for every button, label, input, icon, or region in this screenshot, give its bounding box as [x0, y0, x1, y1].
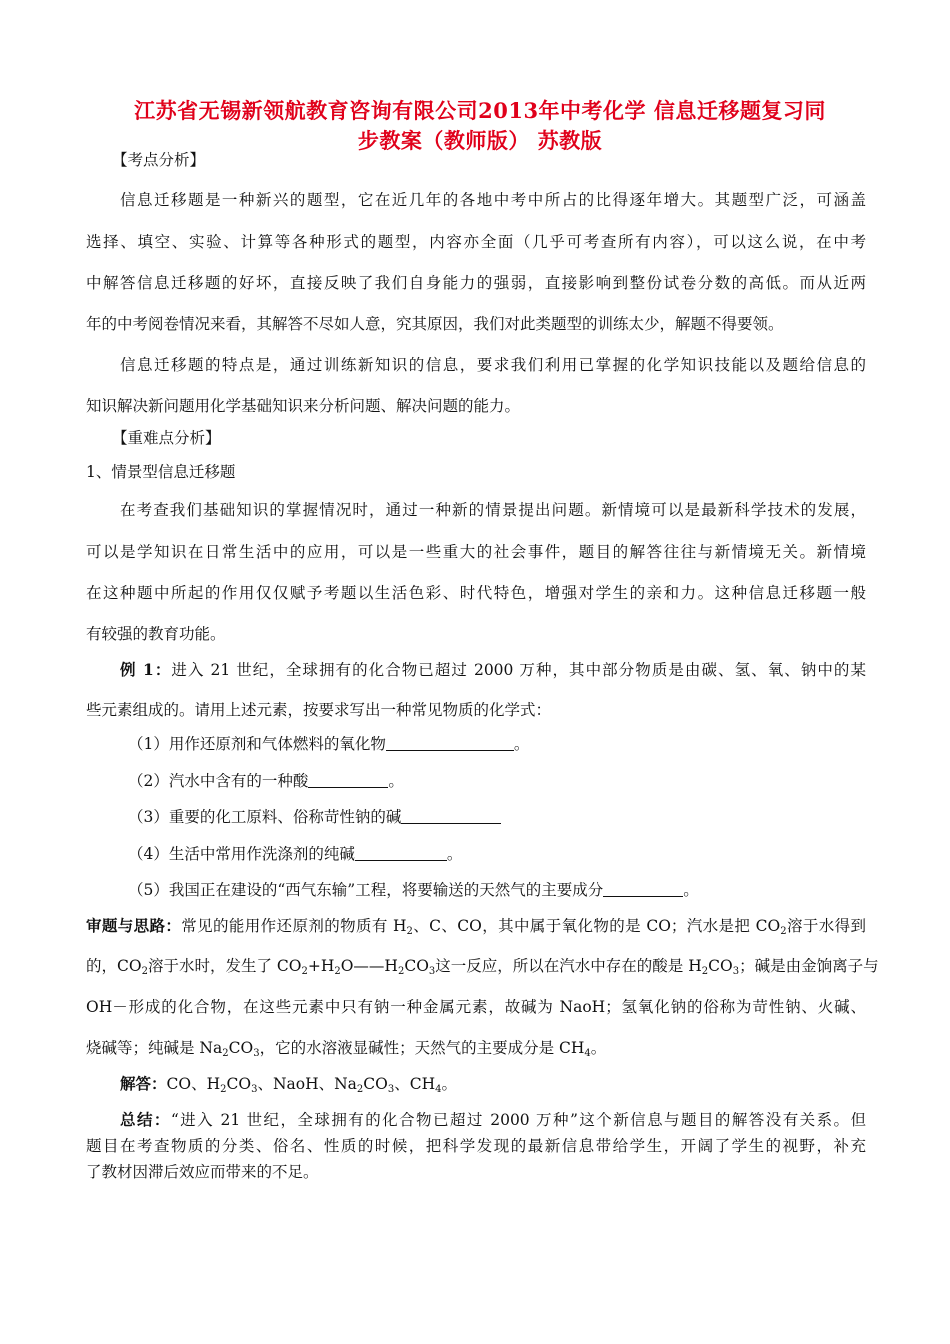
paragraph-line: 知识解决新问题用化学基础知识来分析问题、解决问题的能力。	[86, 397, 521, 415]
answer-blank	[603, 881, 683, 897]
analysis-line-2: 的，$CO_2$溶于水时，发生了 $CO_2+H_2O——H_2CO_3$这一反应，所以在汽水中存在的酸是 $H_2CO_3$；碱是由金饷离子与	[86, 957, 879, 977]
analysis-label: 审题与思路：	[86, 916, 182, 935]
summary-line-2: 题目在考查物质的分类、俗名、性质的时候，把科学发现的最新信息带给学生，开阔了学生的视野，补充	[86, 1137, 866, 1155]
paragraph-line: 在考查我们基础知识的掌握情况时，通过一种新的情景提出问题。新情境可以是最新科学技术的发展，	[120, 501, 866, 519]
example-label: 例 1：	[120, 660, 172, 679]
answer-blank	[355, 845, 447, 861]
answer-blank	[401, 808, 501, 824]
title-line-2: 步教案（教师版） 苏教版	[357, 128, 603, 153]
paragraph-line: 信息迁移题的特点是，通过训练新知识的信息，要求我们利用已掌握的化学知识技能以及题给信息的	[120, 356, 866, 374]
analysis-line-1: 审题与思路：常见的能用作还原剂的物质有 $H_2$、C、CO，其中属于氧化物的是 CO；汽水是把 $CO_2$溶于水得到	[86, 916, 866, 937]
analysis-line-3: OH－形成的化合物，在这些元素中只有钠一种金属元素，故碱为 NaoH；氢氧化钠的俗称为苛性钠、火碱、	[86, 998, 866, 1016]
answer-line: 解答：CO、$H_2CO_3$、NaoH、$Na_2CO_3$、$CH_4$。	[120, 1074, 458, 1095]
paragraph-line: 中解答信息迁移题的好坏，直接反映了我们自身能力的强弱，直接影响到整份试卷分数的高低。而从近两	[86, 274, 866, 292]
question-1: （1）用作还原剂和气体燃料的氧化物 。	[128, 735, 530, 753]
analysis-line-4: 烧碱等；纯碱是 $Na_2CO_3$，它的水溶液显碱性；天然气的主要成分是 $CH_4$。	[86, 1039, 607, 1059]
question-4: （4）生活中常用作洗涤剂的纯碱 。	[128, 845, 463, 863]
subheading: 1、情景型信息迁移题	[86, 463, 236, 481]
summary-line-3: 了教材因滞后效应而带来的不足。	[86, 1163, 319, 1181]
question-3: （3）重要的化工原料、俗称苛性钠的碱	[128, 807, 908, 827]
question-5: （5）我国正在建设的“西气东输”工程，将要输送的天然气的主要成分 。	[128, 881, 699, 899]
question-2: （2）汽水中含有的一种酸 。	[128, 772, 404, 790]
title-line-1: 江苏省无锡新领航教育咨询有限公司2013年中考化学 信息迁移题复习同	[134, 98, 826, 123]
paragraph-line: 信息迁移题是一种新兴的题型，它在近几年的各地中考中所占的比得逐年增大。其题型广泛，可涵盖	[120, 191, 866, 209]
paragraph-line: 有较强的教育功能。	[86, 625, 226, 643]
section-heading-zhongnandian: 【重难点分析】	[112, 429, 221, 447]
answer-label: 解答：	[120, 1074, 167, 1093]
paragraph-line: 年的中考阅卷情况来看，其解答不尽如人意，究其原因，我们对此类题型的训练太少，解题不得要领。	[86, 315, 784, 333]
section-heading-kaodian: 【考点分析】	[112, 151, 206, 169]
document-title	[100, 96, 860, 156]
summary-label: 总结：	[120, 1110, 171, 1129]
paragraph-line: 可以是学知识在日常生活中的应用，可以是一些重大的社会事件，题目的解答往往与新情境无关。新情境	[86, 543, 866, 561]
example-line-1: 例 1：进入 21 世纪，全球拥有的化合物已超过 2000 万种，其中部分物质是由碳、氢、氧、钠中的某	[120, 660, 866, 679]
answer-blank	[386, 735, 514, 751]
paragraph-line: 在这种题中所起的作用仅仅赋予考题以生活色彩、时代特色，增强对学生的亲和力。这种信息迁移题一般	[86, 584, 866, 602]
paragraph-line: 选择、填空、实验、计算等各种形式的题型，内容亦全面（几乎可考查所有内容），可以这么说，在中考	[86, 233, 866, 251]
summary-line-1: 总结：“进入 21 世纪，全球拥有的化合物已超过 2000 万种”这个新信息与题目的解答没有关系。但	[120, 1110, 866, 1129]
answer-blank	[308, 772, 388, 788]
example-line-2: 些元素组成的。请用上述元素，按要求写出一种常见物质的化学式：	[86, 701, 552, 719]
